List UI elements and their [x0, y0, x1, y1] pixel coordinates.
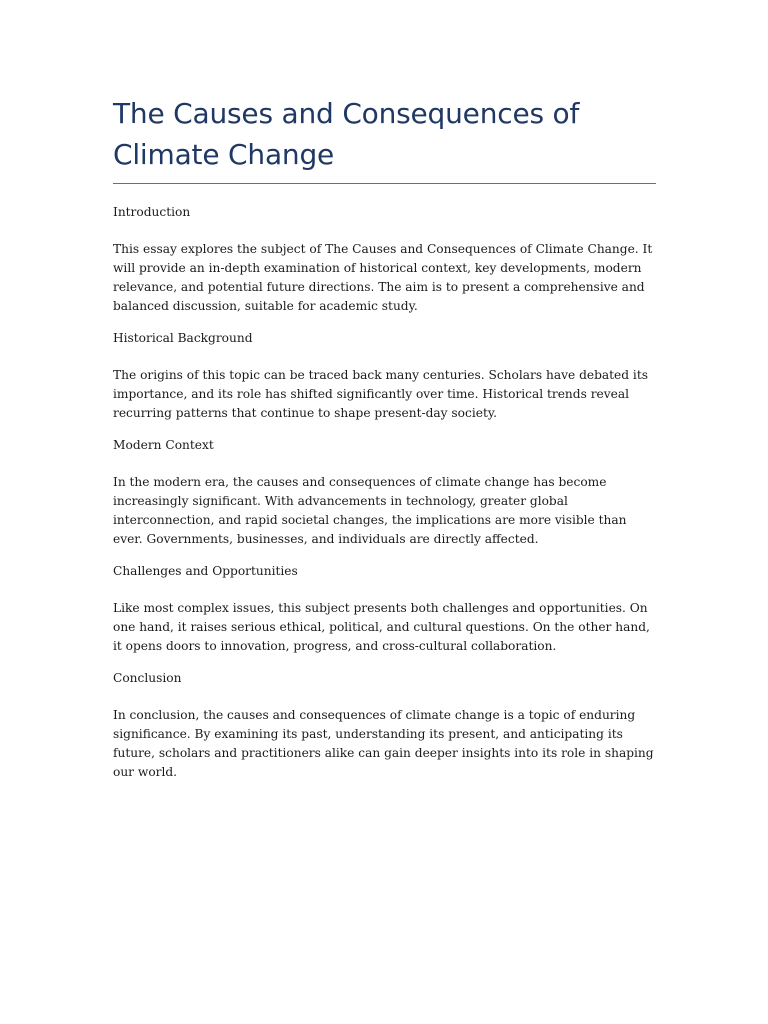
section-heading-introduction: Introduction — [113, 205, 191, 219]
section-paragraph-modern-context: In the modern era, the causes and consequences of climate change has become increasingly significant. With advancements in technology, greater global interconnection, and rapid societal changes, the implications are more visible than ever. Governments, businesses, and individuals are directly affected. — [113, 475, 627, 546]
section-paragraph-historical-background: The origins of this topic can be traced back many centuries. Scholars have debated its importance, and its role has shifted significantly over time. Historical trends reveal recurring patterns that continue to shape present-day society. — [113, 368, 648, 420]
section-heading-challenges-opportunities: Challenges and Opportunities — [113, 564, 298, 578]
document-body — [113, 203, 656, 782]
document-page — [113, 93, 656, 782]
section-paragraph-conclusion: In conclusion, the causes and consequences of climate change is a topic of enduring significance. By examining its past, understanding its present, and anticipating its future, scholars and practitioners alike can gain deeper insights into its role in shaping our world. — [113, 708, 654, 779]
document-title: The Causes and Consequences of Climate Change — [113, 93, 656, 184]
section-heading-conclusion: Conclusion — [113, 671, 182, 685]
section-heading-modern-context: Modern Context — [113, 438, 214, 452]
section-heading-historical-background: Historical Background — [113, 331, 253, 345]
section-paragraph-challenges-opportunities: Like most complex issues, this subject presents both challenges and opportunities. On one hand, it raises serious ethical, political, and cultural questions. On the other hand, it opens doors to innovation, progress, and cross-cultural collaboration. — [113, 601, 650, 653]
section-paragraph-introduction: This essay explores the subject of The Causes and Consequences of Climate Change. It will provide an in-depth examination of historical context, key developments, modern relevance, and potential future directions. The aim is to present a comprehensive and balanced discussion, suitable for academic study. — [113, 242, 653, 313]
